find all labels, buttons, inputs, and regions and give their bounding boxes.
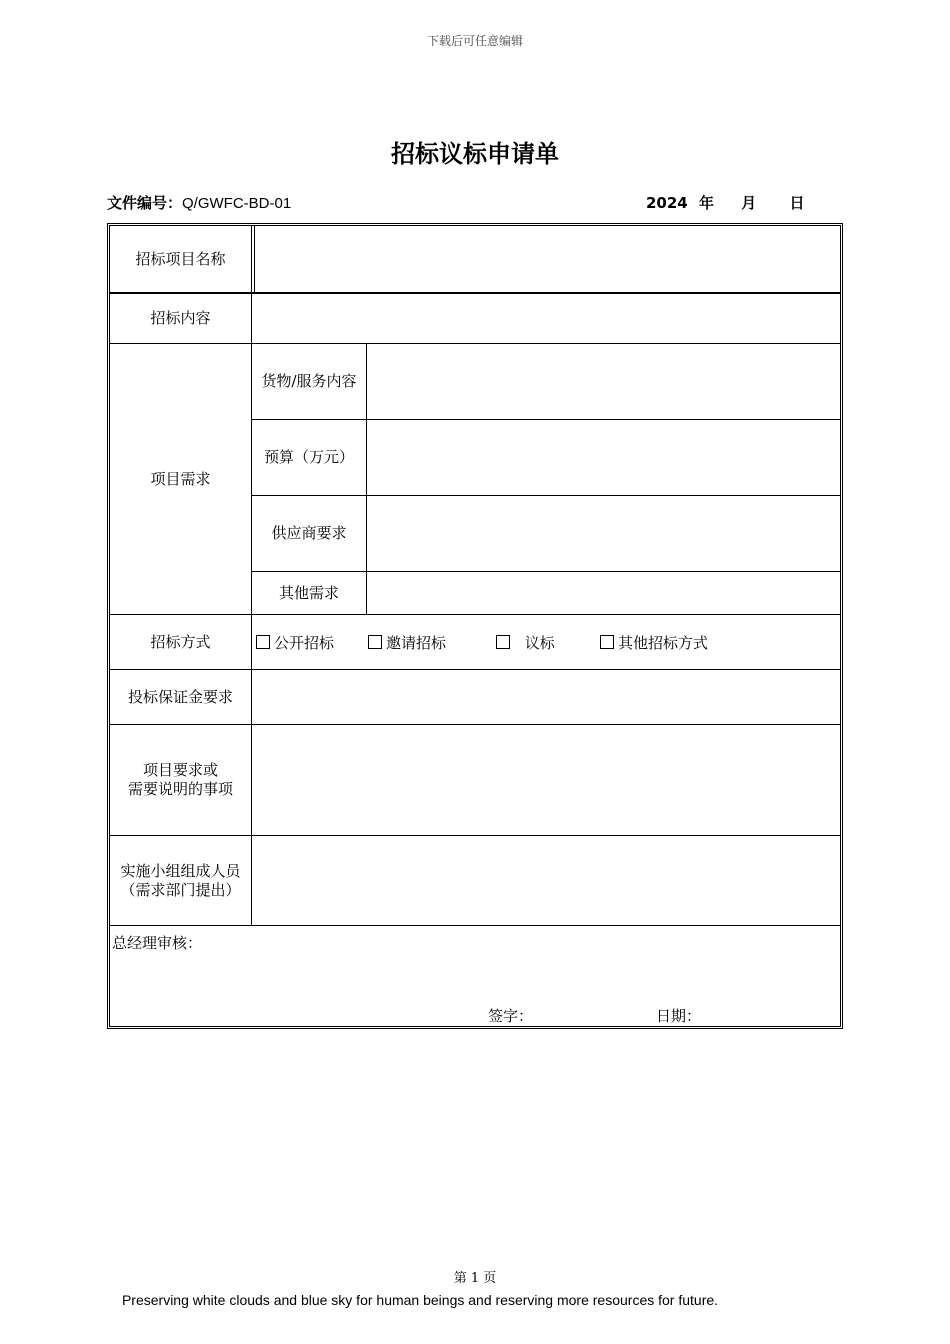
document-number: [107, 192, 291, 213]
label-goods-service: 货物/服务内容: [261, 372, 357, 390]
label-supplier-requirements: 供应商要求: [271, 524, 347, 542]
document-number-value: Q/GWFC-BD-01: [182, 195, 292, 212]
footer-motto: Preserving white clouds and blue sky for human beings and reserving more resources for future.: [121, 1292, 719, 1308]
column-divider: [254, 226, 255, 292]
label-project-name: 招标项目名称: [135, 249, 226, 268]
option-other-method[interactable]: 其他招标方式: [600, 632, 708, 653]
label-bond-requirements: 投标保证金要求: [127, 687, 233, 706]
header-note: 下载后可任意编辑: [426, 34, 523, 48]
label-tender-content: 招标内容: [150, 309, 211, 327]
document-number-label: 文件编号：: [107, 195, 183, 212]
date-year: 2024: [646, 194, 688, 212]
form-date: [646, 192, 805, 213]
label-project-needs: 项目需求: [150, 469, 211, 488]
date-month-unit: 月: [741, 194, 757, 212]
checkbox-icon[interactable]: [600, 635, 614, 649]
label-other-needs: 其他需求: [278, 583, 339, 602]
label-tender-method: 招标方式: [150, 632, 211, 651]
column-divider: [366, 343, 367, 614]
application-form-table: [107, 223, 843, 1029]
checkbox-icon[interactable]: [368, 635, 382, 649]
checkbox-icon[interactable]: [256, 635, 270, 649]
date-day-unit: 日: [789, 194, 805, 212]
label-review-date: 日期：: [656, 1007, 702, 1025]
option-public-tender[interactable]: 公开招标: [256, 632, 334, 653]
label-gm-review: 总经理审核：: [112, 934, 203, 952]
row-divider: [110, 925, 840, 926]
label-budget: 预算（万元）: [263, 448, 354, 466]
tender-method-options: [256, 632, 840, 652]
label-signature: 签字：: [488, 1007, 534, 1025]
option-negotiated-tender[interactable]: 议标: [496, 632, 555, 653]
checkbox-icon[interactable]: [496, 635, 510, 649]
date-year-unit: 年: [698, 194, 714, 212]
label-project-notes: 项目要求或 需要说明的事项: [127, 761, 233, 798]
page-title: 招标议标申请单: [391, 140, 559, 168]
option-invited-tender[interactable]: 邀请招标: [368, 632, 446, 653]
page-number: 第 1 页: [453, 1271, 497, 1286]
label-implementation-team: 实施小组组成人员 （需求部门提出）: [120, 861, 241, 899]
